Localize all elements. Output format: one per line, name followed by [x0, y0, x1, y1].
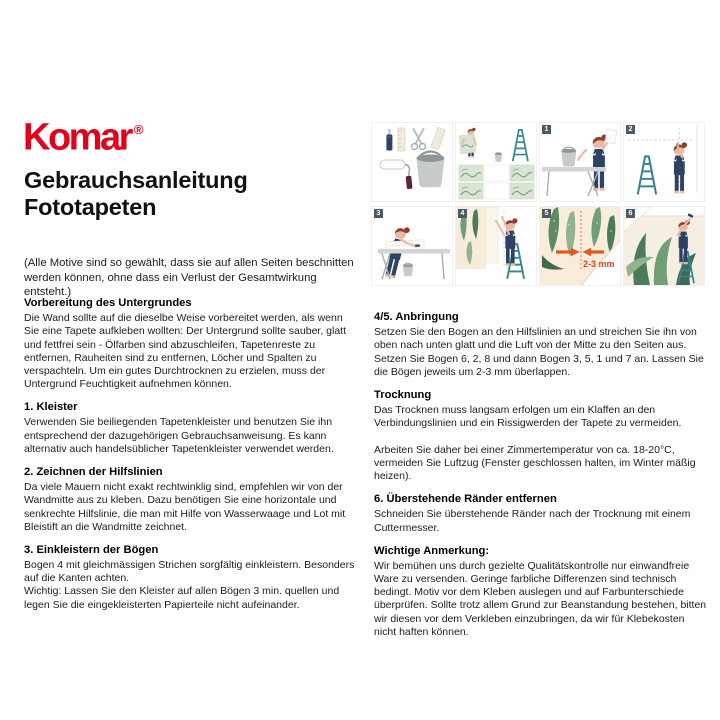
title-line-2: Fototapeten — [24, 194, 157, 220]
section-heading: Wichtige Anmerkung: — [374, 544, 490, 557]
section-hilfslinien — [24, 466, 359, 534]
step-badge: 2 — [626, 125, 635, 134]
smoothing-brush-icon — [431, 127, 446, 149]
step-badge: 1 — [542, 125, 551, 134]
illustration-lay-out-motif — [456, 123, 536, 201]
section-paragraph: Wir bemühen uns durch gezielte Qualitätskontrolle nur einwandfreie Ware zu versenden. Geringe farbliche Differenzen sind technisch bedingt. Motiv vor dem Kleben auslegen und auf Farbunterschiede überprüfen. Sollte trotz allem Grund zur Beanstandung bestehen, bitten wir diesen vor dem Verkleben einzubringen, da wir für Klebekosten nicht haften können. — [374, 559, 707, 638]
illustration-prepare-paste — [540, 123, 620, 201]
section-anbringung — [374, 311, 709, 379]
step-badge: 3 — [374, 209, 383, 218]
section-trocknung — [374, 389, 709, 483]
paste-sheets-illustration — [372, 207, 452, 285]
section-paragraph: Setzen Sie den Bogen an den Hilfslinien an und streichen Sie ihn von oben nach unten glatt und die Luft von der Mitte zu den Seiten aus. Setzen Sie Bogen 6, 2, 8 und dann Bogen 3, 5, 1 und 7 an. Lassen Sie die Bögen jeweils um 2-3 mm überlappen. — [374, 326, 704, 378]
registered-mark: ® — [133, 122, 144, 137]
bucket-icon — [495, 152, 502, 162]
step-badge: 5 — [542, 209, 551, 218]
intro-note: (Alle Motive sind so gewählt, dass sie auf allen Seiten beschnitten werden können, ohne dass ein Verlust der Gesamtwirkung entsteht.) — [24, 257, 354, 299]
wallpaper-sheet — [605, 129, 617, 144]
person-figure — [593, 134, 608, 190]
section-heading: 6. Überstehende Ränder entfernen — [374, 493, 557, 506]
overlap-measure-label: 2-3 mm — [583, 259, 615, 269]
section-heading: Vorbereitung des Untergrundes — [24, 297, 192, 309]
step-badge: 4 — [458, 209, 467, 218]
ladder-icon — [513, 130, 528, 161]
lay-out-motif-illustration — [456, 123, 536, 201]
paint-roller-icon — [380, 160, 413, 189]
illustration-required-tools — [372, 123, 452, 201]
section-raender-entfernen — [374, 493, 709, 535]
section-paragraph: Da viele Mauern nicht exakt rechtwinklig sind, empfehlen wir von der Wandmitte aus zu kleben. Dazu benötigen Sie eine horizontale und senkrechte Hilfslinie, die man mit Hilfe von Wasserwaage und Lot mit Bleistift an die Wandmitte zeichnet. — [24, 481, 346, 533]
section-paragraph: Verwenden Sie beiliegenden Tapetenkleister und benutzen Sie ihn entsprechend der dazugehörigen Gebrauchsanweisung. Es kann alternativ auch handelsüblicher Tapetenkleister verwendet werden. — [24, 416, 334, 455]
section-paragraph: Das Trocknen muss langsam erfolgen um ein Klaffen an den Verbindungslinien und ein Rissigwerden der Tapete zu vermeiden. — [374, 404, 682, 430]
komar-logo — [23, 112, 144, 159]
ruler-icon — [398, 128, 405, 151]
section-einkleistern — [24, 544, 359, 612]
cutter-knife-icon — [386, 129, 392, 151]
bucket-icon — [561, 147, 576, 166]
hang-sheets-illustration — [456, 207, 536, 285]
section-paragraph: Schneiden Sie überstehende Ränder nach der Trocknung mit einem Cuttermesser. — [374, 508, 691, 534]
prepare-paste-illustration — [540, 123, 620, 201]
illustration-hang-sheets — [456, 207, 536, 285]
left-column — [24, 297, 359, 622]
right-column — [374, 311, 709, 649]
logo-text: Komar — [23, 116, 131, 159]
illustration-paste-sheets — [372, 207, 452, 285]
section-paragraph: Arbeiten Sie daher bei einer Zimmertemperatur von ca. 18-20°C, vermeiden Sie Luftzug (Fenster geschlossen halten, im Winter mäßig heizen). — [374, 443, 696, 482]
person-figure — [674, 142, 687, 193]
section-heading: 3. Einkleistern der Bögen — [24, 543, 159, 556]
ladder-icon — [638, 156, 656, 194]
paste-brush-icon — [415, 245, 420, 247]
bucket-icon — [403, 263, 413, 276]
scissors-icon — [412, 129, 426, 150]
tools-illustration — [372, 123, 452, 201]
paste-bucket-icon — [416, 151, 444, 187]
step-illustration-grid — [372, 123, 704, 285]
section-paragraph: Wichtig: Lassen Sie den Kleister auf allen Bögen 3 min. quellen und legen Sie die eingekleisterten Papierteile nicht aufeinander. — [24, 585, 340, 611]
trim-edges-illustration — [624, 207, 704, 285]
page-title — [24, 167, 248, 221]
floor-sheets — [459, 165, 534, 199]
illustration-draw-guidelines — [624, 123, 704, 201]
draw-guidelines-illustration — [624, 123, 704, 201]
section-heading: 1. Kleister — [24, 401, 78, 414]
section-paragraph: Bogen 4 mit gleichmässigen Strichen sorgfältig einkleistern. Besonders auf die Kanten achten. — [24, 559, 355, 585]
ladder-icon — [507, 244, 524, 279]
section-vorbereitung — [24, 297, 359, 391]
illustration-overlap — [540, 207, 620, 285]
section-heading: 4/5. Anbringung — [374, 311, 459, 323]
section-wichtige-anmerkung — [374, 545, 709, 639]
section-kleister — [24, 401, 359, 456]
section-heading: Trocknung — [374, 388, 432, 401]
section-paragraph: Die Wand sollte auf die dieselbe Weise vorbereitet werden, als wenn Sie eine Tapete aufkleben wollten: Der Untergrund sollte sauber, glatt und fettfrei sein - Ölfarben sind abzuschleifen, Tapetenreste zu entfernen, Rauheiten sind zu entfernen, Löcher und Spalten zu verspachteln. Um ein gutes Durchtrocknen zu erzielen, muss der Untergrund Feuchtigkeit aufnehmen können. — [24, 312, 347, 391]
illustration-trim-edges — [624, 207, 704, 285]
title-line-1: Gebrauchsanleitung — [24, 167, 248, 193]
step-badge: 6 — [626, 209, 635, 218]
overlap-illustration — [540, 207, 620, 285]
section-heading: 2. Zeichnen der Hilfslinien — [24, 466, 163, 479]
